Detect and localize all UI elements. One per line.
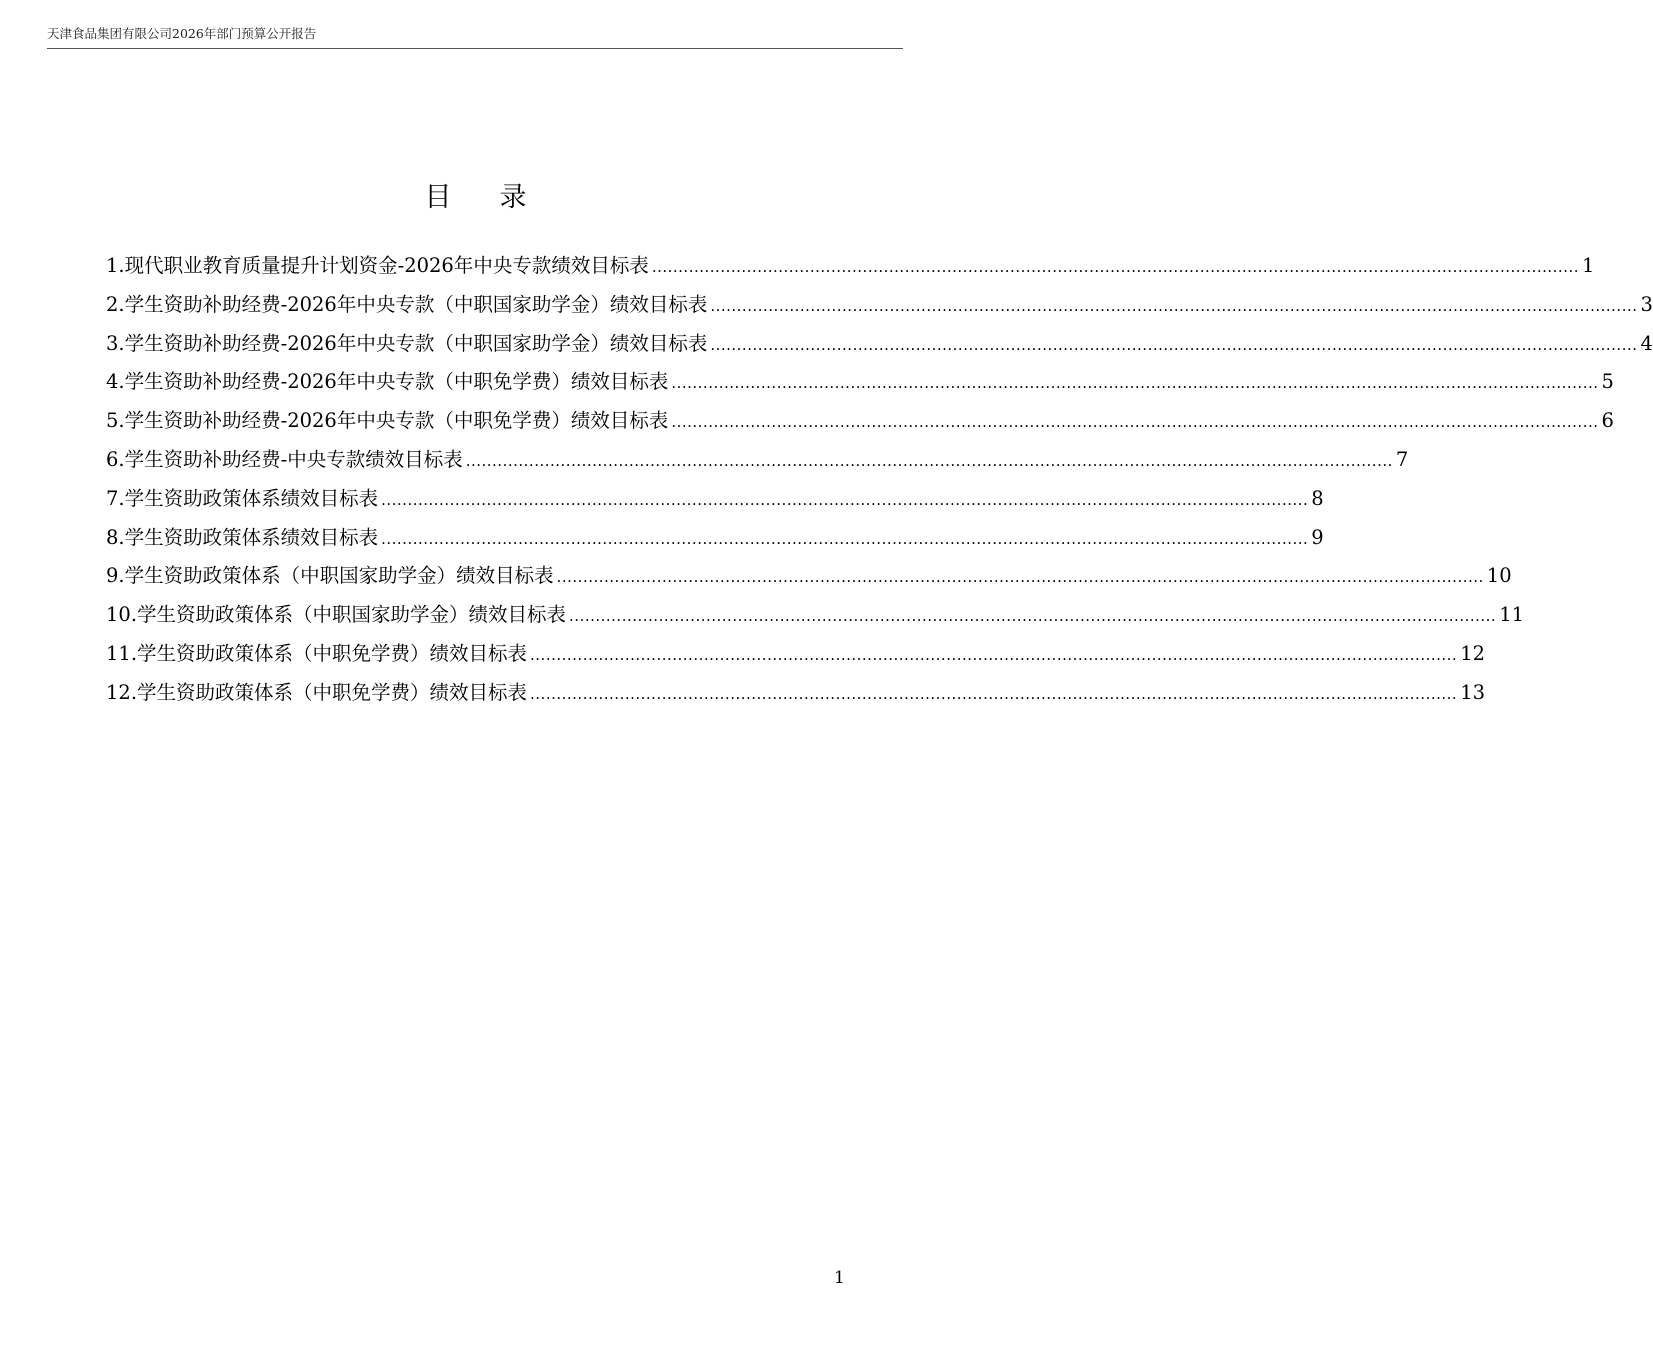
dot-leader xyxy=(652,258,1579,276)
toc-entry-title: 8.学生资助政策体系绩效目标表 xyxy=(106,525,379,549)
toc-title: 目录 xyxy=(424,182,575,213)
toc-entry-title: 9.学生资助政策体系（中职国家助学金）绩效目标表 xyxy=(106,564,554,588)
toc-entry-title: 11.学生资助政策体系（中职免学费）绩效目标表 xyxy=(106,641,528,665)
toc-entry[interactable] xyxy=(106,405,1614,444)
toc-entry-page: 4 xyxy=(1640,331,1653,355)
dot-leader xyxy=(381,530,1308,548)
page-number: 1 xyxy=(834,1268,845,1288)
dot-leader xyxy=(671,374,1598,392)
toc-entry-page: 5 xyxy=(1601,370,1614,394)
dot-leader xyxy=(569,607,1496,625)
toc-entry-title: 10.学生资助政策体系（中职国家助学金）绩效目标表 xyxy=(106,603,567,627)
dot-leader xyxy=(710,297,1637,315)
toc-entry[interactable] xyxy=(106,289,1653,328)
dot-leader xyxy=(557,568,1484,586)
toc-entry-title: 4.学生资助补助经费-2026年中央专款（中职免学费）绩效目标表 xyxy=(106,370,669,394)
toc-entry-page: 6 xyxy=(1601,409,1614,433)
toc-entry[interactable] xyxy=(106,444,1409,483)
toc-entry-page: 9 xyxy=(1311,525,1324,549)
dot-leader xyxy=(671,413,1598,431)
toc-entry-page: 7 xyxy=(1395,447,1409,471)
toc-entry[interactable] xyxy=(106,677,1486,716)
dot-leader xyxy=(381,491,1308,509)
toc-entry-title: 7.学生资助政策体系绩效目标表 xyxy=(106,486,379,510)
toc-entry-page: 10 xyxy=(1486,564,1512,588)
dot-leader xyxy=(530,685,1457,703)
toc-entry-title: 6.学生资助补助经费-中央专款绩效目标表 xyxy=(106,447,463,471)
toc-entry[interactable] xyxy=(106,250,1595,289)
dot-leader xyxy=(530,646,1457,664)
table-of-contents xyxy=(106,250,1653,716)
toc-entry-page: 8 xyxy=(1311,486,1324,510)
toc-entry[interactable] xyxy=(106,599,1525,638)
toc-entry-page: 3 xyxy=(1640,292,1653,316)
toc-entry[interactable] xyxy=(106,328,1653,367)
toc-entry-page: 1 xyxy=(1582,254,1595,277)
toc-entry-title: 5.学生资助补助经费-2026年中央专款（中职免学费）绩效目标表 xyxy=(106,409,669,433)
toc-entry[interactable] xyxy=(106,560,1512,599)
toc-entry[interactable] xyxy=(106,638,1486,677)
running-header: 天津食品集团有限公司2026年部门预算公开报告 xyxy=(47,26,903,49)
toc-entry-title: 2.学生资助补助经费-2026年中央专款（中职国家助学金）绩效目标表 xyxy=(106,292,708,316)
toc-entry[interactable] xyxy=(106,483,1324,522)
dot-leader xyxy=(710,336,1637,354)
toc-entry[interactable] xyxy=(106,366,1614,405)
toc-entry-page: 13 xyxy=(1460,680,1486,704)
toc-entry-title: 12.学生资助政策体系（中职免学费）绩效目标表 xyxy=(106,680,528,704)
toc-entry-page: 12 xyxy=(1460,641,1486,665)
toc-entry-title: 1.现代职业教育质量提升计划资金-2026年中央专款绩效目标表 xyxy=(106,254,649,277)
toc-entry-title: 3.学生资助补助经费-2026年中央专款（中职国家助学金）绩效目标表 xyxy=(106,331,708,355)
dot-leader xyxy=(466,452,1393,470)
toc-entry[interactable] xyxy=(106,522,1324,561)
toc-entry-page: 11 xyxy=(1499,603,1525,627)
